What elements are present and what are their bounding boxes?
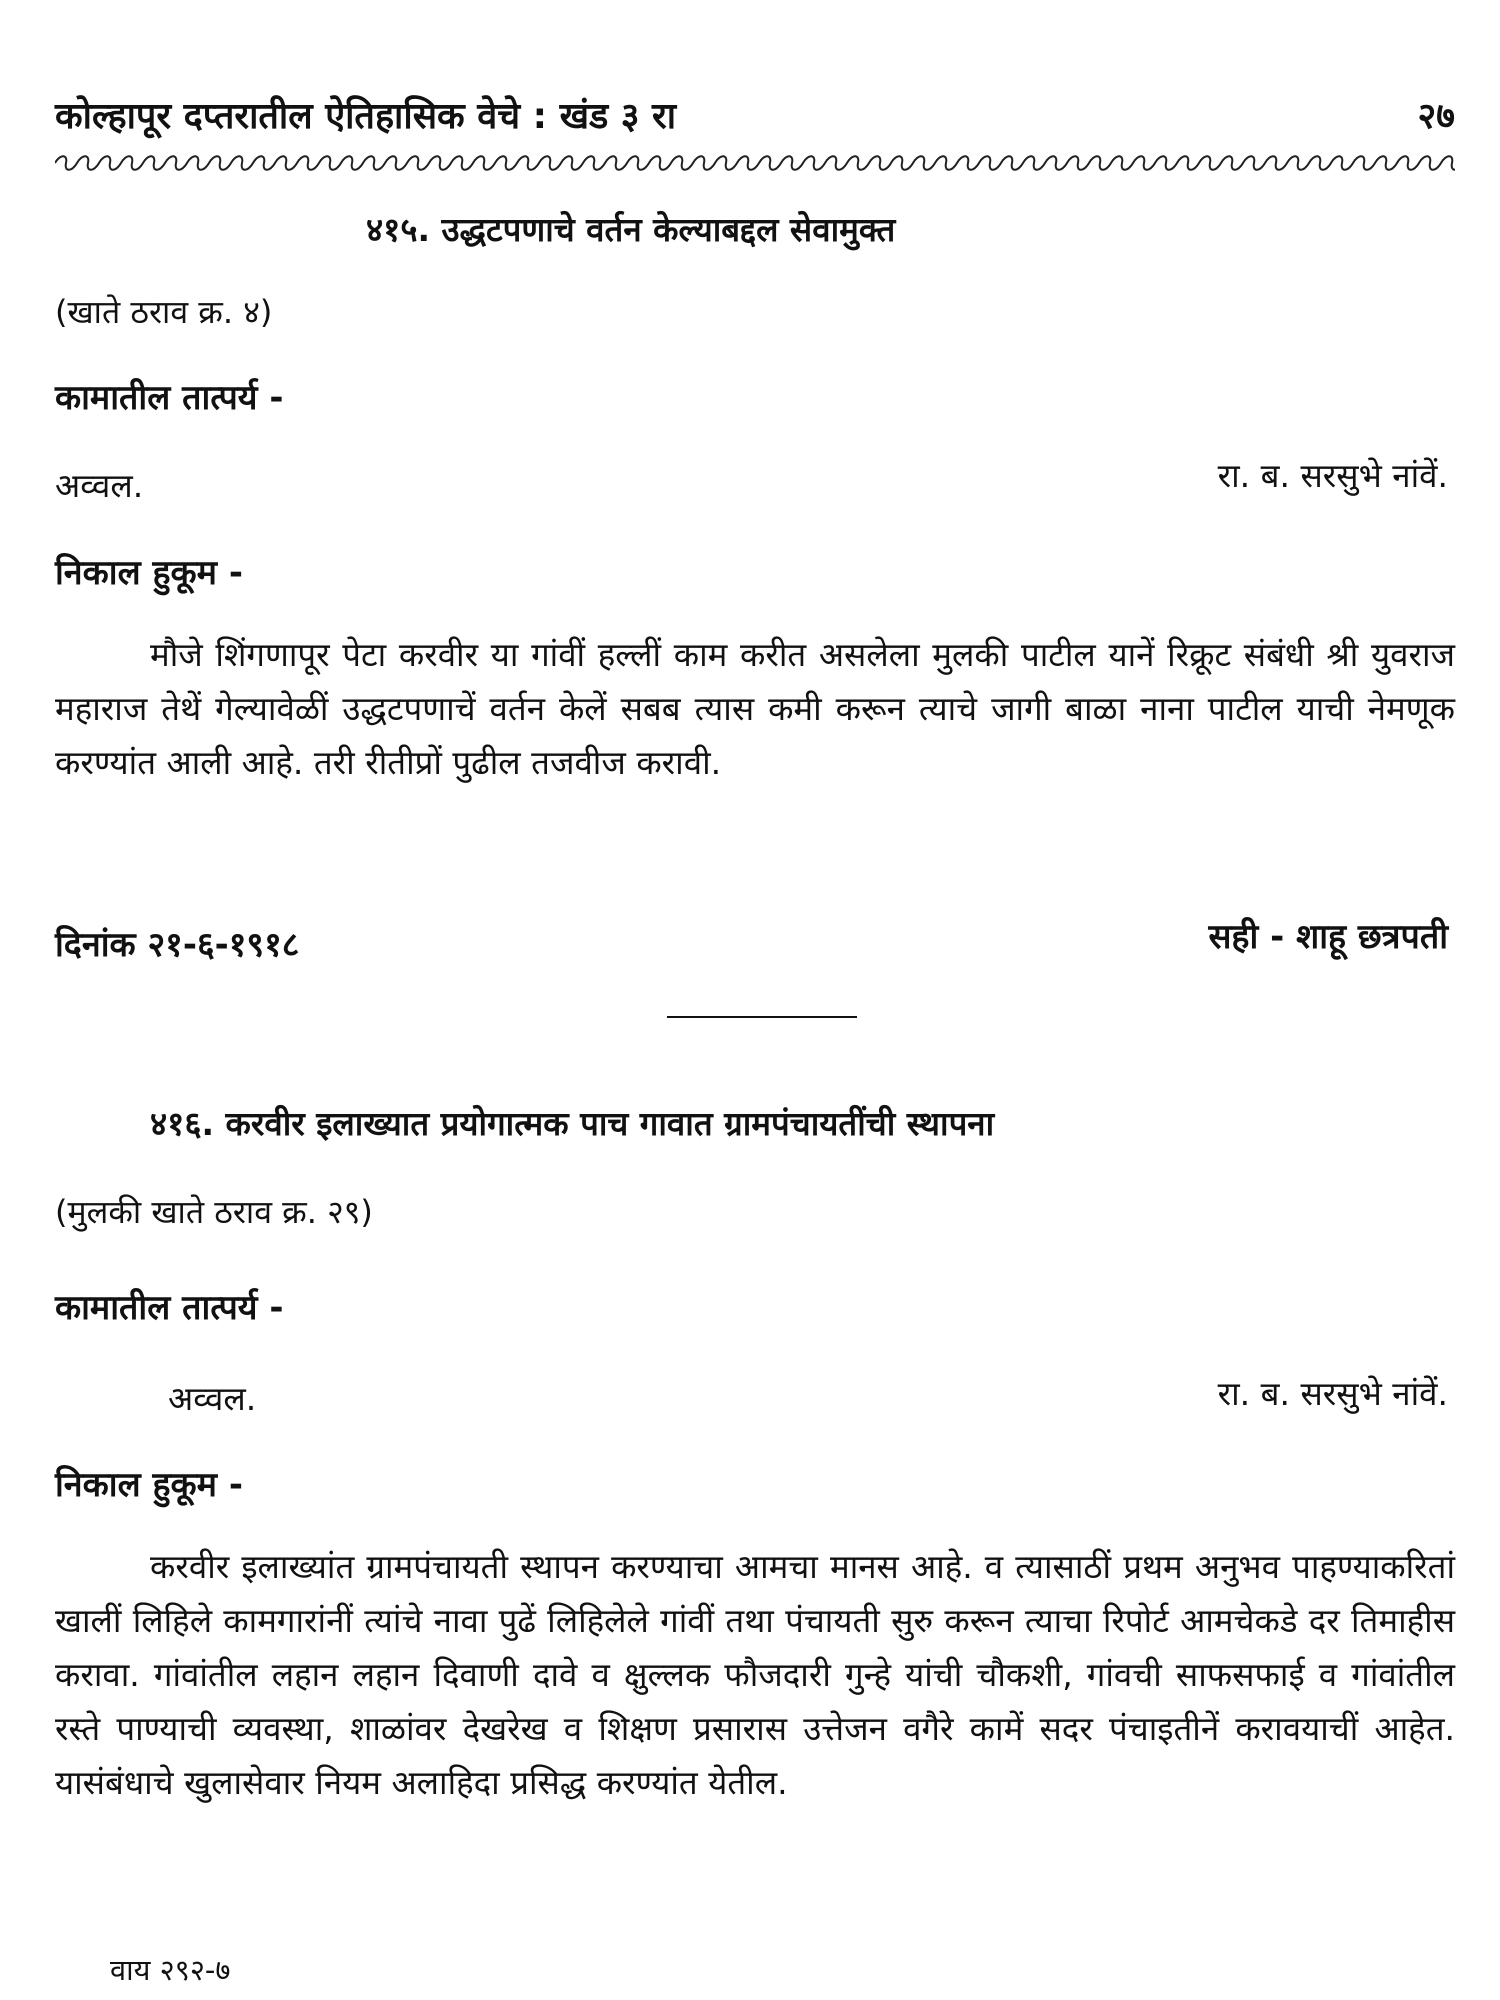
ornamental-rule (55, 153, 1455, 173)
section-415-date: दिनांक २१-६-१९१८ (55, 925, 300, 965)
book-title: कोल्हापूर दप्तरातील ऐतिहासिक वेचे : खंड ३ रा (55, 96, 677, 137)
section-separator (667, 1016, 857, 1018)
section-416-order-label: निकाल हुकूम - (55, 1465, 243, 1505)
footer-code: वाय २९२-७ (110, 1953, 231, 1987)
section-415-signature: सही - शाहू छत्रपती (1208, 917, 1448, 957)
section-416-gist-left: अव्वल. (168, 1379, 257, 1418)
section-416-order-text: करवीर इलाख्यांत ग्रामपंचायती स्थापन करण्याचा आमचा मानस आहे. व त्यासाठीं प्रथम अनुभव पाहण्याकरितां खालीं लिहिले कामगारांनीं त्यांचे नावा पुढें लिहिलेले गांवीं तथा पंचायती सुरु करून त्याचा रिपोर्ट आमचेकडे दर तिमाहीस करावा. गांवांतील लहान लहान दिवाणी दावे व क्षुल्लक फौजदारी गुन्हे यांची चौकशी, गांवची साफसफाई व गांवांतील रस्ते पाण्याची व्यवस्था, शाळांवर देखरेख व शिक्षण प्रसारास उत्तेजन वगैरे कामें सदर पंचाइतीनें करावयाचीं आहेत. यासंबंधाचे खुलासेवार नियम अलाहिदा प्रसिद्ध करण्यांत येतील. (55, 1547, 1455, 1802)
section-416-gist-label: कामातील तात्पर्य - (55, 1288, 284, 1328)
section-416-gist-right: रा. ब. सरसुभे नांवें. (1217, 1374, 1448, 1413)
section-415-resolution: (खाते ठराव क्र. ४) (55, 293, 273, 331)
section-415-gist-right: रा. ब. सरसुभे नांवें. (1217, 456, 1448, 495)
section-415-order-label: निकाल हुकूम - (55, 553, 243, 593)
page-number: २७ (1417, 96, 1455, 137)
section-415-gist-left: अव्वल. (55, 466, 144, 505)
section-416-heading: ४१६. करवीर इलाख्यात प्रयोगात्मक पाच गावात ग्रामपंचायतींची स्थापना (150, 1104, 995, 1143)
section-416-resolution: (मुलकी खाते ठराव क्र. २९) (55, 1193, 373, 1231)
running-header (55, 92, 1455, 142)
section-415-order-text: मौजे शिंगणापूर पेटा करवीर या गांवीं हल्लीं काम करीत असलेला मुलकी पाटील यानें रिक्रूट संबंधी श्री युवराज महाराज तेथें गेल्यावेळीं उद्धटपणाचें वर्तन केलें सबब त्यास कमी करून त्याचे जागी बाळा नाना पाटील याची नेमणूक करण्यांत आली आहे. तरी रीतीप्रों पुढील तजवीज करावी. (55, 635, 1455, 782)
section-415-heading: ४१५. उद्धटपणाचे वर्तन केल्याबद्दल सेवामुक्त (366, 210, 896, 249)
section-415-gist-label: कामातील तात्पर्य - (55, 378, 284, 418)
